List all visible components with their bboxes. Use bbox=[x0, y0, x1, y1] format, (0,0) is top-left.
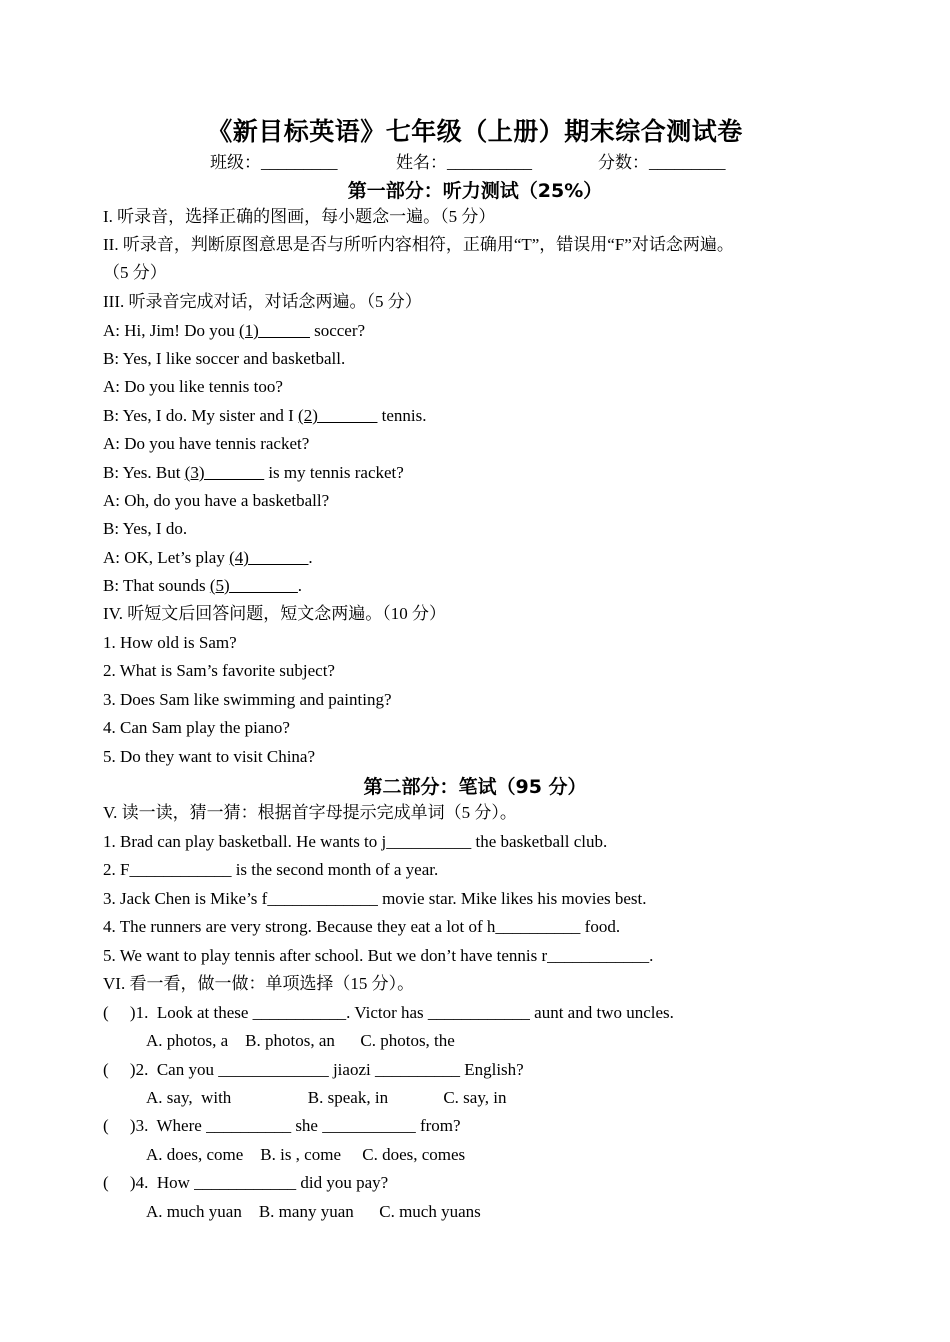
blank-1[interactable]: (1)______ bbox=[239, 321, 310, 340]
dialog-line: A: OK, Let’s play (4)_______. bbox=[103, 548, 313, 567]
list-item: 3. Does Sam like swimming and painting? bbox=[103, 690, 392, 709]
blank-4[interactable]: (4)_______ bbox=[229, 548, 309, 567]
mc-stem[interactable]: ( )1. Look at these ___________. Victor has ____________ aunt and two uncles. bbox=[103, 1003, 674, 1022]
mc-options: A. much yuan B. many yuan C. much yuans bbox=[146, 1202, 481, 1221]
exam-title: 《新目标英语》七年级（上册）期末综合测试卷 bbox=[207, 117, 743, 146]
dialog-line: B: Yes, I do. My sister and I (2)_______ tennis. bbox=[103, 406, 427, 425]
blank-3[interactable]: (3)_______ bbox=[184, 463, 265, 482]
score-field[interactable]: 分数：_________ bbox=[598, 153, 726, 172]
student-info-row bbox=[0, 148, 950, 172]
mc-stem[interactable]: ( )2. Can you _____________ jiaozi __________ English? bbox=[103, 1060, 524, 1079]
fill-item[interactable]: 1. Brad can play basketball. He wants to j__________ the basketball club. bbox=[103, 832, 608, 851]
list-item: 1. How old is Sam? bbox=[103, 633, 237, 652]
list-item: 2. What is Sam’s favorite subject? bbox=[103, 661, 335, 680]
dialog-line: B: Yes. But (3)_______ is my tennis racket? bbox=[103, 463, 404, 482]
listening-q3: III. 听录音完成对话，对话念两遍。（5 分） bbox=[103, 292, 422, 311]
list-item: 4. Can Sam play the piano? bbox=[103, 718, 290, 737]
mc-stem[interactable]: ( )4. How ____________ did you pay? bbox=[103, 1173, 389, 1192]
mc-options: A. say, with B. speak, in C. say, in bbox=[146, 1088, 507, 1107]
name-field[interactable]: 姓名：__________ bbox=[396, 153, 532, 172]
listening-q2: II. 听录音，判断原图意思是否与所听内容相符，正确用“T”，错误用“F”对话念两遍。 bbox=[103, 235, 734, 254]
dialog-line: B: That sounds (5)________. bbox=[103, 576, 302, 595]
listening-q2-score: （5 分） bbox=[103, 263, 167, 282]
dialog-line: B: Yes, I do. bbox=[103, 519, 188, 538]
dialog-line: A: Oh, do you have a basketball? bbox=[103, 491, 330, 510]
part2-heading: 第二部分：笔试（95 分） bbox=[363, 776, 587, 798]
dialog-line: B: Yes, I like soccer and basketball. bbox=[103, 349, 346, 368]
writing-q5: V. 读一读，猜一猜：根据首字母提示完成单词（5 分）。 bbox=[103, 803, 517, 822]
fill-item[interactable]: 5. We want to play tennis after school. But we don’t have tennis r____________. bbox=[103, 946, 654, 965]
list-item: 5. Do they want to visit China? bbox=[103, 747, 316, 766]
dialog-line: A: Do you have tennis racket? bbox=[103, 434, 310, 453]
listening-q4: IV. 听短文后回答问题，短文念两遍。（10 分） bbox=[103, 604, 446, 623]
mc-options: A. photos, a B. photos, an C. photos, the bbox=[146, 1031, 455, 1050]
blank-2[interactable]: (2)_______ bbox=[298, 406, 378, 425]
fill-item[interactable]: 2. F____________ is the second month of a year. bbox=[103, 860, 439, 879]
dialog-line: A: Do you like tennis too? bbox=[103, 377, 283, 396]
listening-q1: I. 听录音，选择正确的图画，每小题念一遍。（5 分） bbox=[103, 207, 496, 226]
dialog-line: A: Hi, Jim! Do you (1)______ soccer? bbox=[103, 321, 366, 340]
blank-5[interactable]: (5)________ bbox=[209, 576, 298, 595]
class-field[interactable]: 班级：_________ bbox=[210, 153, 338, 172]
writing-q6: VI. 看一看，做一做：单项选择（15 分）。 bbox=[103, 974, 415, 993]
part1-heading: 第一部分：听力测试（25%） bbox=[347, 180, 603, 202]
mc-options: A. does, come B. is , come C. does, comes bbox=[146, 1145, 466, 1164]
fill-item[interactable]: 4. The runners are very strong. Because they eat a lot of h__________ food. bbox=[103, 917, 621, 936]
mc-stem[interactable]: ( )3. Where __________ she ___________ from? bbox=[103, 1116, 461, 1135]
fill-item[interactable]: 3. Jack Chen is Mike’s f_____________ movie star. Mike likes his movies best. bbox=[103, 889, 647, 908]
